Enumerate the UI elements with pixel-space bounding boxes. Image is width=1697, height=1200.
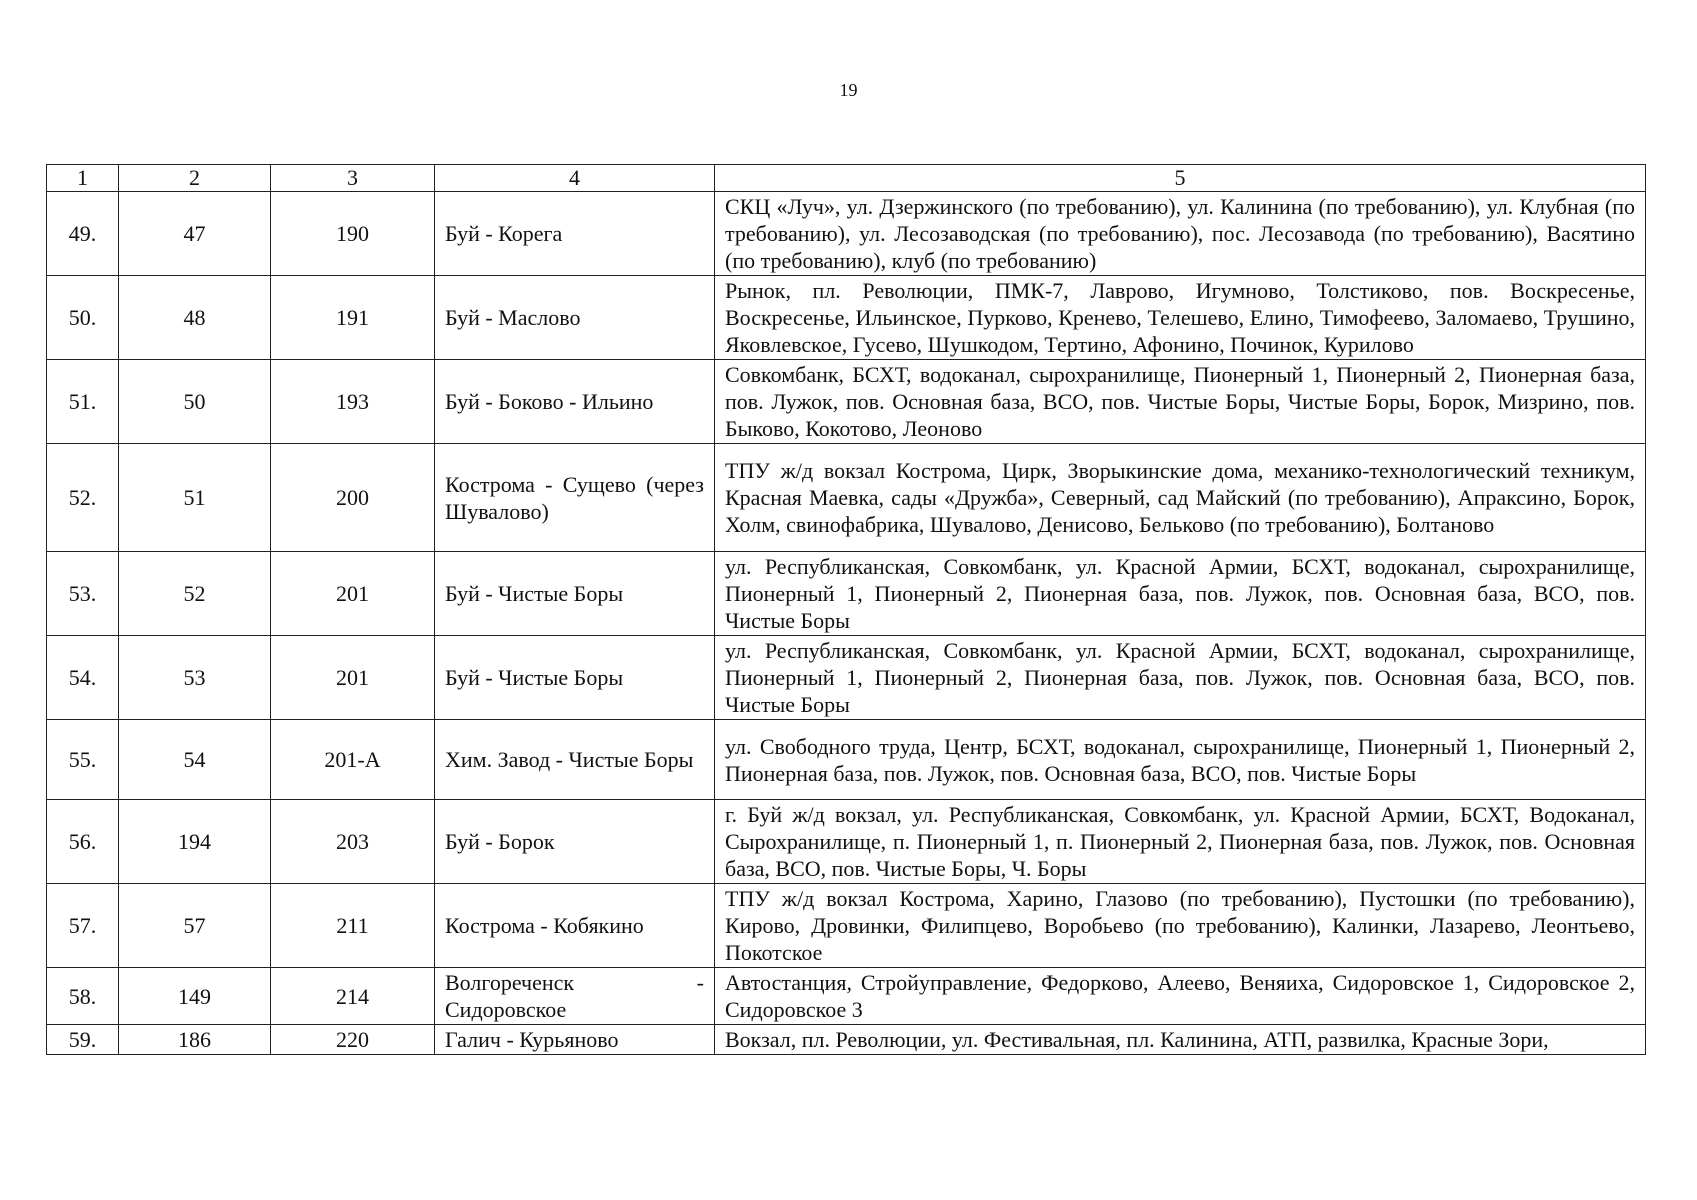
route-number: 220	[271, 1025, 435, 1055]
route-number: 201	[271, 552, 435, 636]
header-col-1: 1	[47, 165, 119, 192]
row-number: 58.	[47, 968, 119, 1025]
route-name: Волгореченск - Сидоровское	[435, 968, 715, 1025]
table-row	[47, 720, 1646, 800]
route-registry-number: 194	[119, 800, 271, 884]
table-row	[47, 1025, 1646, 1055]
table-row	[47, 636, 1646, 720]
table-row	[47, 884, 1646, 968]
row-number: 56.	[47, 800, 119, 884]
page-number: 19	[839, 80, 858, 100]
row-number: 59.	[47, 1025, 119, 1055]
route-stops: Совкомбанк, БСХТ, водоканал, сырохранилище, Пионерный 1, Пионерный 2, Пионерная база, пов. Лужок, пов. Основная база, ВСО, пов. Чистые Боры, Чистые Боры, Борок, Мизрино, пов. Быково, Кокотово, Леоново	[715, 360, 1646, 444]
route-name: Хим. Завод - Чистые Боры	[435, 720, 715, 800]
table-header-row	[47, 165, 1646, 192]
route-registry-number: 47	[119, 192, 271, 276]
route-stops: Автостанция, Стройуправление, Федорково, Алеево, Веняиха, Сидоровское 1, Сидоровское 2, Сидоровское 3	[715, 968, 1646, 1025]
header-col-4: 4	[435, 165, 715, 192]
table-row	[47, 360, 1646, 444]
route-stops: ул. Республиканская, Совкомбанк, ул. Красной Армии, БСХТ, водоканал, сырохранилище, Пионерный 1, Пионерный 2, Пионерная база, пов. Лужок, пов. Основная база, ВСО, пов. Чистые Боры	[715, 552, 1646, 636]
route-number: 201-А	[271, 720, 435, 800]
table-row	[47, 968, 1646, 1025]
row-number: 57.	[47, 884, 119, 968]
route-name: Буй - Чистые Боры	[435, 636, 715, 720]
row-number: 54.	[47, 636, 119, 720]
table-row	[47, 800, 1646, 884]
route-number: 214	[271, 968, 435, 1025]
route-registry-number: 52	[119, 552, 271, 636]
route-registry-number: 149	[119, 968, 271, 1025]
table-row	[47, 552, 1646, 636]
route-registry-number: 57	[119, 884, 271, 968]
route-number: 203	[271, 800, 435, 884]
route-number: 201	[271, 636, 435, 720]
route-name: Буй - Маслово	[435, 276, 715, 360]
route-stops: Рынок, пл. Революции, ПМК-7, Лаврово, Игумново, Толстиково, пов. Воскресенье, Воскресенье, Ильинское, Пурково, Кренево, Телешево, Елино, Тимофеево, Заломаево, Трушино, Яковлевское, Гусево, Шушкодом, Тертино, Афонино, Починок, Курилово	[715, 276, 1646, 360]
route-name: Галич - Курьяново	[435, 1025, 715, 1055]
route-registry-number: 48	[119, 276, 271, 360]
row-number: 50.	[47, 276, 119, 360]
route-number: 200	[271, 444, 435, 552]
route-number: 211	[271, 884, 435, 968]
route-number: 190	[271, 192, 435, 276]
route-registry-number: 54	[119, 720, 271, 800]
header-col-5: 5	[715, 165, 1646, 192]
route-stops: ул. Свободного труда, Центр, БСХТ, водоканал, сырохранилище, Пионерный 1, Пионерный 2, Пионерная база, пов. Лужок, пов. Основная база, ВСО, пов. Чистые Боры	[715, 720, 1646, 800]
table-row	[47, 192, 1646, 276]
route-name: Буй - Боково - Ильино	[435, 360, 715, 444]
route-stops: СКЦ «Луч», ул. Дзержинского (по требованию), ул. Калинина (по требованию), ул. Клубная (по требованию), ул. Лесозаводская (по требованию), пос. Лесозавода (по требованию), Васятино (по требованию), клуб (по требованию)	[715, 192, 1646, 276]
row-number: 55.	[47, 720, 119, 800]
route-name: Кострома - Кобякино	[435, 884, 715, 968]
routes-table	[46, 164, 1646, 1055]
table-row	[47, 276, 1646, 360]
route-stops: Вокзал, пл. Революции, ул. Фестивальная, пл. Калинина, АТП, развилка, Красные Зори,	[715, 1025, 1646, 1055]
route-stops: ТПУ ж/д вокзал Кострома, Цирк, Зворыкинские дома, механико-технологический техникум, Красная Маевка, сады «Дружба», Северный, сад Майский (по требованию), Апраксино, Борок, Холм, свинофабрика, Шувалово, Денисово, Бельково (по требованию), Болтаново	[715, 444, 1646, 552]
route-stops: г. Буй ж/д вокзал, ул. Республиканская, Совкомбанк, ул. Красной Армии, БСХТ, Водоканал, Сырохранилище, п. Пионерный 1, п. Пионерный 2, Пионерная база, пов. Лужок, пов. Основная база, ВСО, пов. Чистые Боры, Ч. Боры	[715, 800, 1646, 884]
route-registry-number: 51	[119, 444, 271, 552]
route-name: Кострома - Сущево (через Шувалово)	[435, 444, 715, 552]
row-number: 52.	[47, 444, 119, 552]
route-number: 191	[271, 276, 435, 360]
row-number: 53.	[47, 552, 119, 636]
route-name: Буй - Корега	[435, 192, 715, 276]
route-registry-number: 186	[119, 1025, 271, 1055]
route-number: 193	[271, 360, 435, 444]
route-name: Буй - Борок	[435, 800, 715, 884]
route-name: Буй - Чистые Боры	[435, 552, 715, 636]
row-number: 51.	[47, 360, 119, 444]
header-col-2: 2	[119, 165, 271, 192]
route-registry-number: 50	[119, 360, 271, 444]
route-stops: ул. Республиканская, Совкомбанк, ул. Красной Армии, БСХТ, водоканал, сырохранилище, Пионерный 1, Пионерный 2, Пионерная база, пов. Лужок, пов. Основная база, ВСО, пов. Чистые Боры	[715, 636, 1646, 720]
route-registry-number: 53	[119, 636, 271, 720]
table-row	[47, 444, 1646, 552]
route-stops: ТПУ ж/д вокзал Кострома, Харино, Глазово (по требованию), Пустошки (по требованию), Кирово, Дровинки, Филипцево, Воробьево (по требованию), Калинки, Лазарево, Леонтьево, Покотское	[715, 884, 1646, 968]
row-number: 49.	[47, 192, 119, 276]
header-col-3: 3	[271, 165, 435, 192]
